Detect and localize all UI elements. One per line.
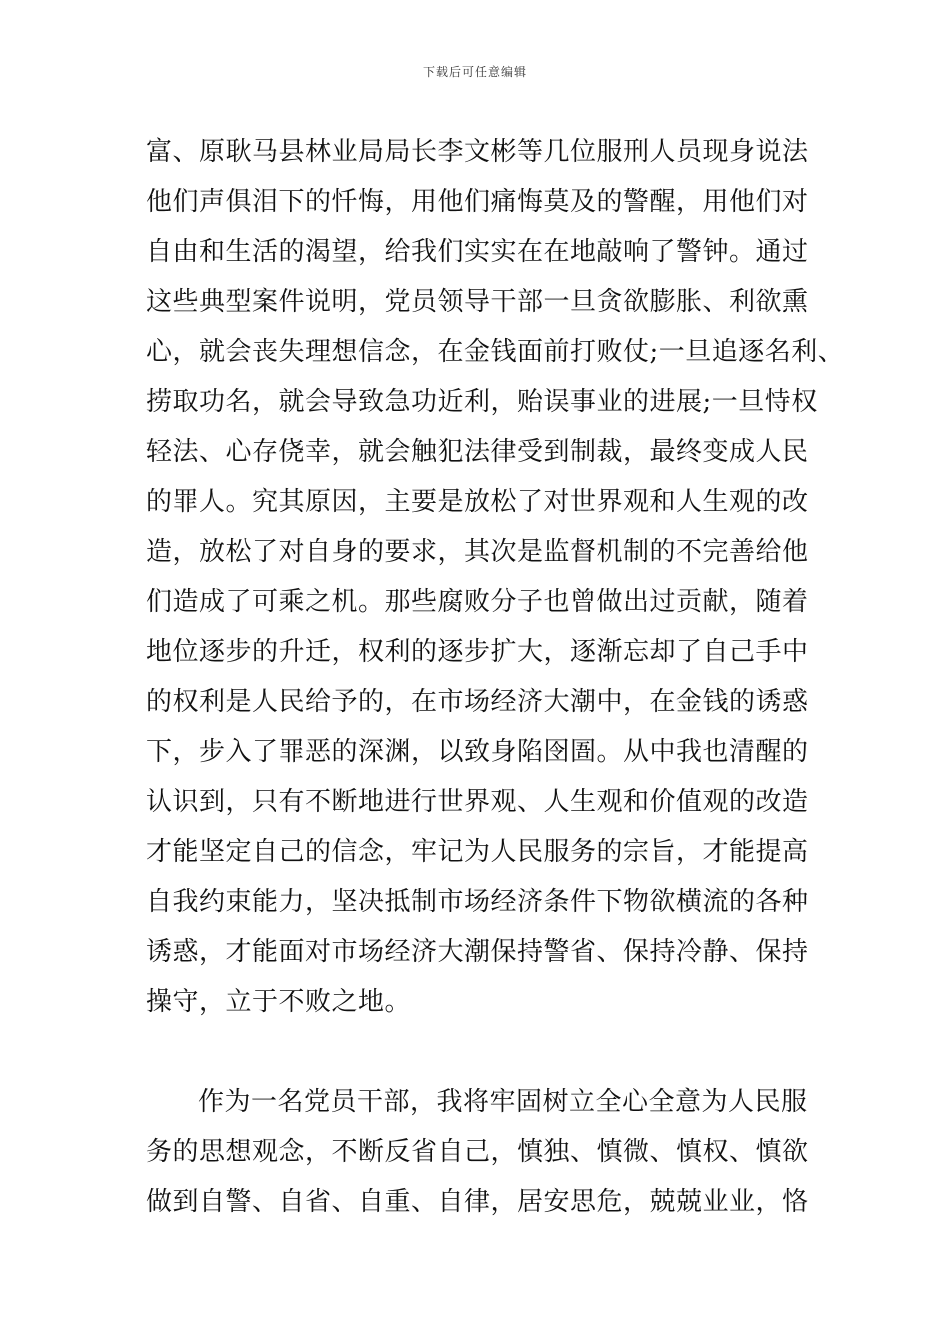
text-line: 这些典型案件说明，党员领导干部一旦贪欲膨胀、利欲熏 bbox=[146, 287, 809, 317]
text-line: 他们声俱泪下的忏悔，用他们痛悔莫及的警醒，用他们对 bbox=[146, 187, 809, 217]
page-header: 下载后可任意编辑 bbox=[422, 65, 527, 79]
text-line: 造，放松了对自身的要求，其次是监督机制的不完善给他 bbox=[146, 537, 809, 567]
document-body bbox=[146, 127, 845, 1227]
text-line: 自我约束能力，坚决抵制市场经济条件下物欲横流的各种 bbox=[146, 887, 809, 917]
text-line: 操守，立于不败之地。 bbox=[146, 987, 412, 1017]
text-line: 心，就会丧失理想信念，在金钱面前打败仗;一旦追逐名利、 bbox=[146, 337, 845, 367]
text-line: 轻法、心存侥幸，就会触犯法律受到制裁，最终变成人民 bbox=[146, 437, 809, 467]
text-line: 地位逐步的升迁，权利的逐步扩大，逐渐忘却了自己手中 bbox=[146, 637, 809, 667]
text-line: 们造成了可乘之机。那些腐败分子也曾做出过贡献，随着 bbox=[146, 587, 809, 617]
text-line: 务的思想观念，不断反省自己，慎独、慎微、慎权、慎欲 bbox=[146, 1137, 809, 1167]
paragraph-2 bbox=[146, 1077, 816, 1227]
text-line: 认识到，只有不断地进行世界观、人生观和价值观的改造 bbox=[146, 787, 809, 817]
text-line: 诱惑，才能面对市场经济大潮保持警省、保持冷静、保持 bbox=[146, 937, 809, 967]
text-line: 的罪人。究其原因，主要是放松了对世界观和人生观的改 bbox=[146, 487, 809, 517]
paragraph-spacer bbox=[146, 1027, 816, 1077]
text-line: 自由和生活的渴望，给我们实实在在地敲响了警钟。通过 bbox=[146, 237, 809, 267]
text-line: 捞取功名，就会导致急功近利，贻误事业的进展;一旦恃权 bbox=[146, 387, 818, 417]
text-line: 富、原耿马县林业局局长李文彬等几位服刑人员现身说法 bbox=[146, 137, 809, 167]
text-line: 做到自警、自省、自重、自律，居安思危，兢兢业业，恪 bbox=[146, 1187, 809, 1217]
paragraph-1 bbox=[146, 127, 845, 1027]
text-line: 作为一名党员干部，我将牢固树立全心全意为人民服 bbox=[198, 1087, 808, 1117]
text-line: 下，步入了罪恶的深渊，以致身陷囹圄。从中我也清醒的 bbox=[146, 737, 809, 767]
text-line: 的权利是人民给予的，在市场经济大潮中，在金钱的诱惑 bbox=[146, 687, 809, 717]
text-line: 才能坚定自己的信念，牢记为人民服务的宗旨，才能提高 bbox=[146, 837, 809, 867]
